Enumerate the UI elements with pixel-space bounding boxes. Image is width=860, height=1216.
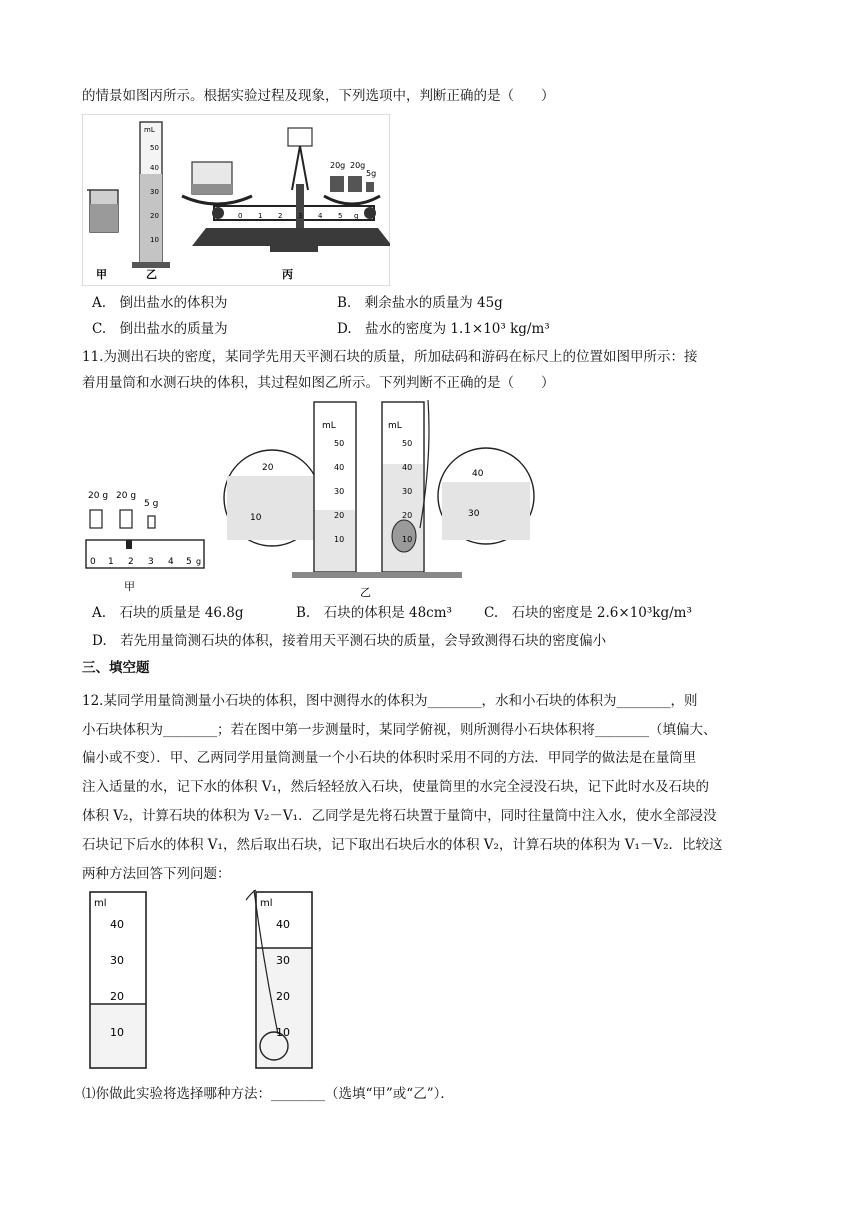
q12-tick: 40	[110, 918, 124, 931]
q12-stem-line: 两种方法回答下列问题：	[82, 866, 231, 882]
q12-stem-line: 12.某同学用量筒测量小石块的体积，图中测得水的体积为________，水和小石块的体积为________，则	[82, 693, 698, 709]
zoom-right-tick: 30	[468, 509, 480, 519]
q11-stem-line2: 着用量筒和水测石块的体积，其过程如图乙所示。下列判断不正确的是（ ）	[82, 375, 555, 391]
q11-figure	[82, 398, 722, 600]
q10-cyl-unit: mL	[144, 126, 155, 134]
rider	[126, 540, 132, 549]
q10-cyl-tick: 20	[150, 212, 159, 220]
q12-stem-line: 小石块体积为________；若在图中第一步测量时，某同学俯视，则所测得小石块体积将________（填偏大、	[82, 722, 717, 738]
q11-option-a: A. 石块的质量是 46.8g	[92, 605, 244, 621]
q11-cyl-tick: 40	[402, 463, 413, 472]
q10-scale-tick: 3	[298, 212, 303, 220]
q11-scale-tick: 2	[128, 557, 134, 567]
q10-scale-tick: 4	[318, 212, 323, 220]
q11-cyl-tick: 30	[334, 487, 345, 496]
q12-tick: 10	[110, 1026, 124, 1039]
q12-cyl-unit: ml	[94, 898, 107, 909]
q12-figure	[84, 886, 324, 1072]
q11-option-d: D. 若先用量筒测石块的体积，接着用天平测石块的质量，会导致测得石块的密度偏小	[92, 633, 607, 649]
q10-cyl-tick: 10	[150, 236, 159, 244]
zoom-water-left	[227, 476, 317, 540]
q10-cyl-tick: 40	[150, 164, 159, 172]
q10-weight: 20g	[350, 161, 366, 170]
q11-cyl-tick: 20	[334, 511, 345, 520]
fig-label-yi: 乙	[360, 586, 371, 599]
q10-scale-tick: 2	[278, 212, 283, 220]
q12-stem-line: 注入适量的水，记下水的体积 V₁，然后轻轻放入石块，使量筒里的水完全浸没石块，记下此时水及石块的	[82, 779, 709, 795]
cylinder-second-step	[246, 890, 312, 1068]
q11-cyl-tick: 50	[334, 439, 345, 448]
q11-option-c: C. 石块的密度是 2.6×10³kg/m³	[484, 605, 692, 621]
fig-label-jia: 甲	[124, 580, 135, 593]
zoom-water-right	[442, 482, 530, 540]
q11-cyl-tick: 40	[334, 463, 345, 472]
q12-sub1: ⑴你做此实验将选择哪种方法：________（选填“甲”或“乙”）．	[82, 1086, 454, 1102]
q11-weight: 5 g	[144, 499, 159, 509]
q11-scale-tick: 1	[108, 557, 114, 567]
q11-cyl-tick: 10	[402, 535, 413, 544]
q10-figure	[82, 114, 390, 286]
q10-option-a: A. 倒出盐水的体积为	[92, 295, 228, 311]
zoom-right-tick: 40	[472, 469, 484, 479]
q10-stem: 的情景如图丙所示。根据实验过程及现象，下列选项中，判断正确的是（ ）	[82, 88, 555, 104]
q11-weight: 20 g	[116, 491, 137, 501]
q12-stem-line: 体积 V₂，计算石块的体积为 V₂－V₁．乙同学是先将石块置于量筒中，同时往量筒中注入水，使水全部浸没	[82, 808, 717, 824]
q11-cyl-unit: mL	[388, 421, 402, 431]
q12-tick: 20	[276, 990, 290, 1003]
q10-option-d: D. 盐水的密度为 1.1×10³ kg/m³	[337, 321, 550, 337]
q10-option-b: B. 剩余盐水的质量为 45g	[337, 295, 503, 311]
q10-weight: 5g	[366, 169, 377, 178]
zoom-left-tick: 10	[250, 513, 262, 523]
q12-tick: 10	[276, 1026, 290, 1039]
q12-tick: 20	[110, 990, 124, 1003]
q12-tick: 30	[110, 954, 124, 967]
q11-scale-tick: 5	[186, 557, 192, 567]
fig-label-bing: 丙	[282, 268, 293, 281]
q10-option-c: C. 倒出盐水的质量为	[92, 321, 228, 337]
q11-stem-line1: 11.为测出石块的密度，某同学先用天平测石块的质量，所加砝码和游码在标尺上的位置如图甲所示：接	[82, 349, 698, 365]
q12-cyl-unit: ml	[260, 898, 273, 909]
q11-scale-tick: 3	[148, 557, 154, 567]
q11-weight: 20 g	[88, 491, 109, 501]
q12-tick: 30	[276, 954, 290, 967]
section-title: 三、填空题	[82, 660, 150, 676]
fig-label-jia: 甲	[96, 268, 107, 281]
q11-scale-unit: g	[196, 557, 202, 566]
q12-stem-line: 石块记下后水的体积 V₁，然后取出石块，记下取出石块后水的体积 V₂，计算石块的体积为 V₁－V₂．比较这	[82, 837, 723, 853]
ground	[292, 572, 462, 578]
q10-cyl-tick: 50	[150, 144, 159, 152]
q11-scale-tick: 4	[168, 557, 174, 567]
q10-cyl-tick: 30	[150, 188, 159, 196]
q11-cyl-tick: 10	[334, 535, 345, 544]
q12-stem-line: 偏小或不变）．甲、乙两同学用量筒测量一个小石块的体积时采用不同的方法．甲同学的做法是在量筒里	[82, 750, 697, 766]
q12-tick: 40	[276, 918, 290, 931]
q10-scale-tick: g	[354, 212, 359, 220]
weights-jia	[90, 510, 155, 528]
q11-scale-tick: 0	[90, 557, 96, 567]
q11-cyl-tick: 30	[402, 487, 413, 496]
zoom-left-tick: 20	[262, 463, 274, 473]
q11-option-b: B. 石块的体积是 48cm³	[296, 605, 452, 621]
fig-label-yi: 乙	[146, 268, 157, 281]
q10-scale-tick: 5	[338, 212, 343, 220]
q10-weight: 20g	[330, 161, 346, 170]
beaker-jia	[87, 190, 118, 232]
q11-cyl-unit: mL	[322, 421, 336, 431]
q10-scale-tick: 1	[258, 212, 263, 220]
q11-cyl-tick: 20	[402, 511, 413, 520]
q11-cyl-tick: 50	[402, 439, 413, 448]
q10-scale-tick: 0	[238, 212, 243, 220]
